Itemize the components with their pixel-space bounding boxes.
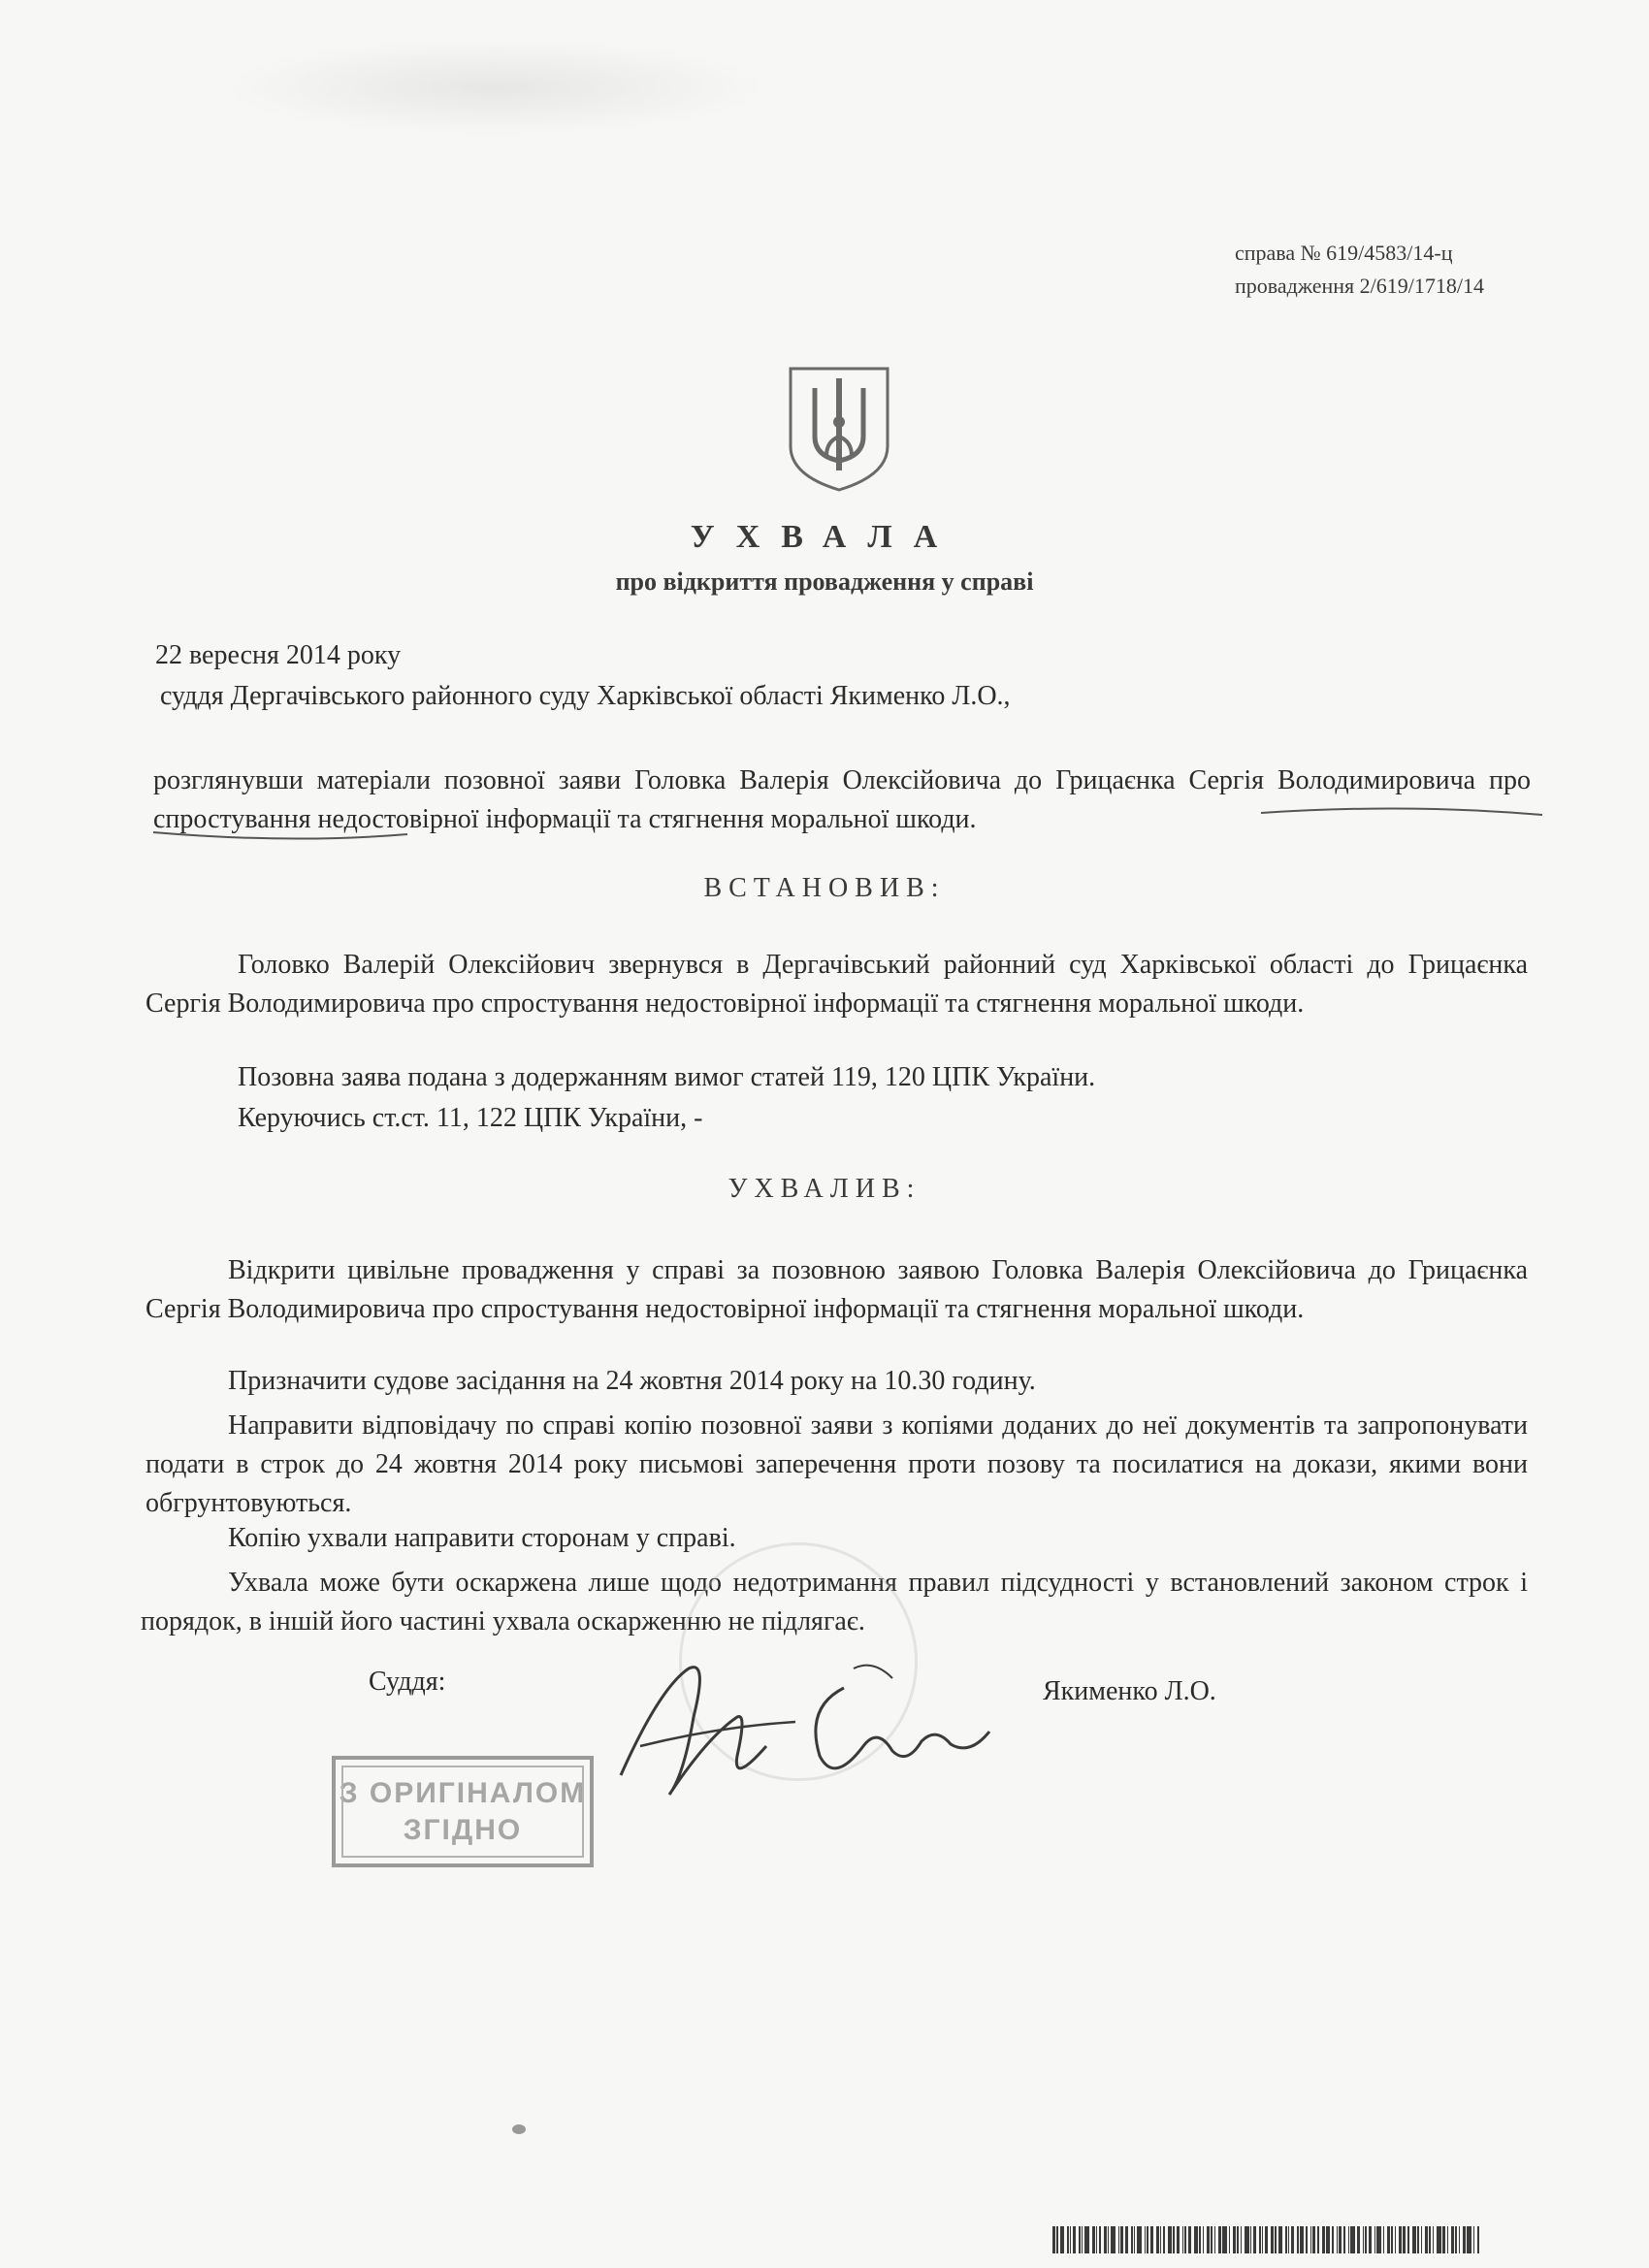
barcode-bar xyxy=(1374,2226,1376,2253)
ruled-paragraph-3: Направити відповідачу по справі копію позовної заяви з копіями доданих до неї документів та запропонувати подати в строк до 24 жовтня 2014 року письмові заперечення проти позову та посилатися на докази, якими вони обгрунтовуються. xyxy=(146,1410,1528,1518)
barcode-bar xyxy=(1477,2226,1479,2253)
barcode-bar xyxy=(1229,2226,1231,2253)
barcode-bar xyxy=(1317,2226,1319,2253)
barcode-icon xyxy=(1052,2226,1499,2253)
barcode-bar xyxy=(1125,2226,1128,2253)
barcode-bar xyxy=(1387,2226,1390,2253)
barcode-bar xyxy=(1214,2226,1216,2253)
barcode-bar xyxy=(1145,2226,1147,2253)
barcode-bar xyxy=(1060,2226,1065,2253)
barcode-bar xyxy=(1253,2226,1256,2253)
barcode-bar xyxy=(1306,2226,1308,2253)
barcode-bar xyxy=(1150,2226,1153,2253)
decision-date: 22 вересня 2014 року xyxy=(155,640,402,670)
barcode-bar xyxy=(1099,2226,1101,2253)
barcode-bar xyxy=(1343,2226,1345,2253)
barcode-bar xyxy=(1160,2226,1162,2253)
considered-paragraph: розглянувши матеріали позовної заяви Головка Валерія Олексійовича до Грицаєнка Сергія Володимировича про спростування недостовірної інформації та стягнення моральної шкоди. xyxy=(153,765,1531,834)
barcode-bar xyxy=(1442,2226,1445,2253)
barcode-bar xyxy=(1237,2226,1239,2253)
barcode-bar xyxy=(1399,2226,1402,2253)
barcode-bar xyxy=(1300,2226,1305,2253)
barcode-bar xyxy=(1173,2226,1175,2253)
stamp-line-1: З ОРИГІНАЛОМ xyxy=(339,1776,587,1809)
barcode-bar xyxy=(1134,2226,1136,2253)
barcode-bar xyxy=(1265,2226,1268,2253)
barcode-bar xyxy=(1275,2226,1277,2253)
barcode-bar xyxy=(1218,2226,1221,2253)
barcode-bar xyxy=(1070,2226,1072,2253)
barcode-bar xyxy=(1447,2226,1449,2253)
barcode-bar xyxy=(1357,2226,1360,2253)
established-heading: ВСТАНОВИВ: xyxy=(703,873,946,903)
barcode-bar xyxy=(1278,2226,1283,2253)
document-subtitle: про відкриття провадження у справі xyxy=(615,567,1034,596)
barcode-bar xyxy=(1182,2226,1184,2253)
barcode-bar xyxy=(1463,2226,1466,2253)
barcode-bar xyxy=(1082,2226,1083,2253)
judge-label: Суддя: xyxy=(369,1667,446,1697)
barcode-bar xyxy=(1391,2226,1393,2253)
ruled-paragraph-4: Копію ухвали направити сторонам у справі. xyxy=(228,1523,736,1553)
barcode-bar xyxy=(1222,2226,1227,2253)
barcode-bar xyxy=(1310,2226,1312,2253)
barcode-bar xyxy=(1433,2226,1435,2253)
trident-emblem-icon xyxy=(786,364,892,495)
barcode-bar xyxy=(1332,2226,1334,2253)
barcode-bar xyxy=(1365,2226,1367,2253)
certified-copy-stamp xyxy=(332,1756,594,1867)
handwritten-signature-icon xyxy=(601,1630,1009,1824)
established-paragraph-2: Позовна заява подана з додержанням вимог статей 119, 120 ЦПК України. xyxy=(238,1062,1096,1092)
scan-smudge xyxy=(223,39,766,136)
barcode-bar xyxy=(1111,2226,1116,2253)
judge-line: суддя Дергачівського районного суду Харківської області Якименко Л.О., xyxy=(160,681,1011,711)
barcode-bar xyxy=(1285,2226,1287,2253)
barcode-bar xyxy=(1207,2226,1210,2253)
barcode-bar xyxy=(1376,2226,1381,2253)
case-number: справа № 619/4583/14-ц xyxy=(1234,241,1453,265)
barcode-bar xyxy=(1056,2226,1058,2253)
ruled-paragraph-5: Ухвала може бути оскаржена лише щодо недотримання правил підсудності у встановлений законом строк і порядок, в іншій його частині ухвала оскарженню не підлягає. xyxy=(141,1568,1528,1636)
barcode-bar xyxy=(1350,2226,1355,2253)
barcode-bar xyxy=(1348,2226,1350,2253)
barcode-bar xyxy=(1363,2226,1365,2253)
barcode-bar xyxy=(1403,2226,1406,2253)
barcode-bar xyxy=(1241,2226,1243,2253)
barcode-bar xyxy=(1168,2226,1173,2253)
barcode-bar xyxy=(1188,2226,1191,2253)
barcode-bar xyxy=(1177,2226,1180,2253)
barcode-bar xyxy=(1259,2226,1261,2253)
barcode-bar xyxy=(1092,2226,1095,2253)
barcode-bar xyxy=(1473,2226,1475,2253)
stamp-line-2: ЗГІДНО xyxy=(403,1813,523,1846)
barcode-bar xyxy=(1104,2226,1107,2253)
barcode-bar xyxy=(1233,2226,1236,2253)
barcode-bar xyxy=(1203,2226,1205,2253)
ruled-heading: УХВАЛИВ: xyxy=(728,1174,922,1204)
barcode-bar xyxy=(1073,2226,1076,2253)
document-title: УХВАЛА xyxy=(690,519,959,555)
barcode-bar xyxy=(1108,2226,1110,2253)
barcode-bar xyxy=(1067,2226,1069,2253)
barcode-bar xyxy=(1262,2226,1264,2253)
barcode-bar xyxy=(1459,2226,1461,2253)
barcode-bar xyxy=(1467,2226,1471,2253)
barcode-bar xyxy=(1291,2226,1294,2253)
barcode-bar xyxy=(1429,2226,1431,2253)
barcode-bar xyxy=(1312,2226,1315,2253)
established-paragraph-1: Головко Валерій Олексійович звернувся в Дергачівський районний суд Харківської області до Грицаєнка Сергія Володимировича про спростування недостовірної інформації та стягнення моральної шкоди. xyxy=(146,950,1528,1019)
barcode-bar xyxy=(1412,2226,1417,2253)
scan-speck xyxy=(512,2124,526,2134)
barcode-bar xyxy=(1417,2226,1419,2253)
barcode-bar xyxy=(1118,2226,1120,2253)
case-reference xyxy=(1235,237,1484,303)
barcode-bar xyxy=(1245,2226,1249,2253)
barcode-bar xyxy=(1425,2226,1428,2253)
barcode-bar xyxy=(1395,2226,1397,2253)
barcode-bar xyxy=(1131,2226,1133,2253)
barcode-bar xyxy=(1369,2226,1372,2253)
established-paragraph-3: Керуючись ст.ст. 11, 122 ЦПК України, - xyxy=(238,1103,703,1133)
barcode-bar xyxy=(1421,2226,1423,2253)
barcode-bar xyxy=(1184,2226,1186,2253)
barcode-bar xyxy=(1437,2226,1441,2253)
barcode-bar xyxy=(1211,2226,1212,2253)
judge-name: Якименко Л.О. xyxy=(1043,1676,1216,1706)
barcode-bar xyxy=(1322,2226,1325,2253)
ruled-paragraph-2: Призначити судове засідання на 24 жовтня 2014 року на 10.30 годину. xyxy=(228,1366,1036,1396)
barcode-bar xyxy=(1079,2226,1081,2253)
barcode-bar xyxy=(1194,2226,1199,2253)
ruled-paragraph-1: Відкрити цивільне провадження у справі за позовною заявою Головка Валерія Олексійовича до Грицаєнка Сергія Володимировича про спростування недостовірної інформації та стягнення моральної шкоди. xyxy=(146,1255,1528,1324)
barcode-bar xyxy=(1326,2226,1331,2253)
barcode-bar xyxy=(1137,2226,1142,2253)
barcode-bar xyxy=(1407,2226,1409,2253)
barcode-bar xyxy=(1120,2226,1123,2253)
barcode-bar xyxy=(1147,2226,1148,2253)
barcode-bar xyxy=(1084,2226,1089,2253)
barcode-bar xyxy=(1052,2226,1055,2253)
barcode-bar xyxy=(1163,2226,1165,2253)
barcode-bar xyxy=(1297,2226,1299,2253)
barcode-bar xyxy=(1337,2226,1339,2253)
barcode-bar xyxy=(1383,2226,1385,2253)
barcode-bar xyxy=(1288,2226,1290,2253)
barcode-bar xyxy=(1096,2226,1098,2253)
barcode-bar xyxy=(1451,2226,1454,2253)
barcode-bar xyxy=(1250,2226,1252,2253)
proceeding-number: провадження 2/619/1718/14 xyxy=(1234,274,1484,298)
barcode-bar xyxy=(1455,2226,1457,2253)
barcode-bar xyxy=(1199,2226,1201,2253)
barcode-bar xyxy=(1271,2226,1274,2253)
barcode-bar xyxy=(1156,2226,1159,2253)
barcode-bar xyxy=(1339,2226,1342,2253)
